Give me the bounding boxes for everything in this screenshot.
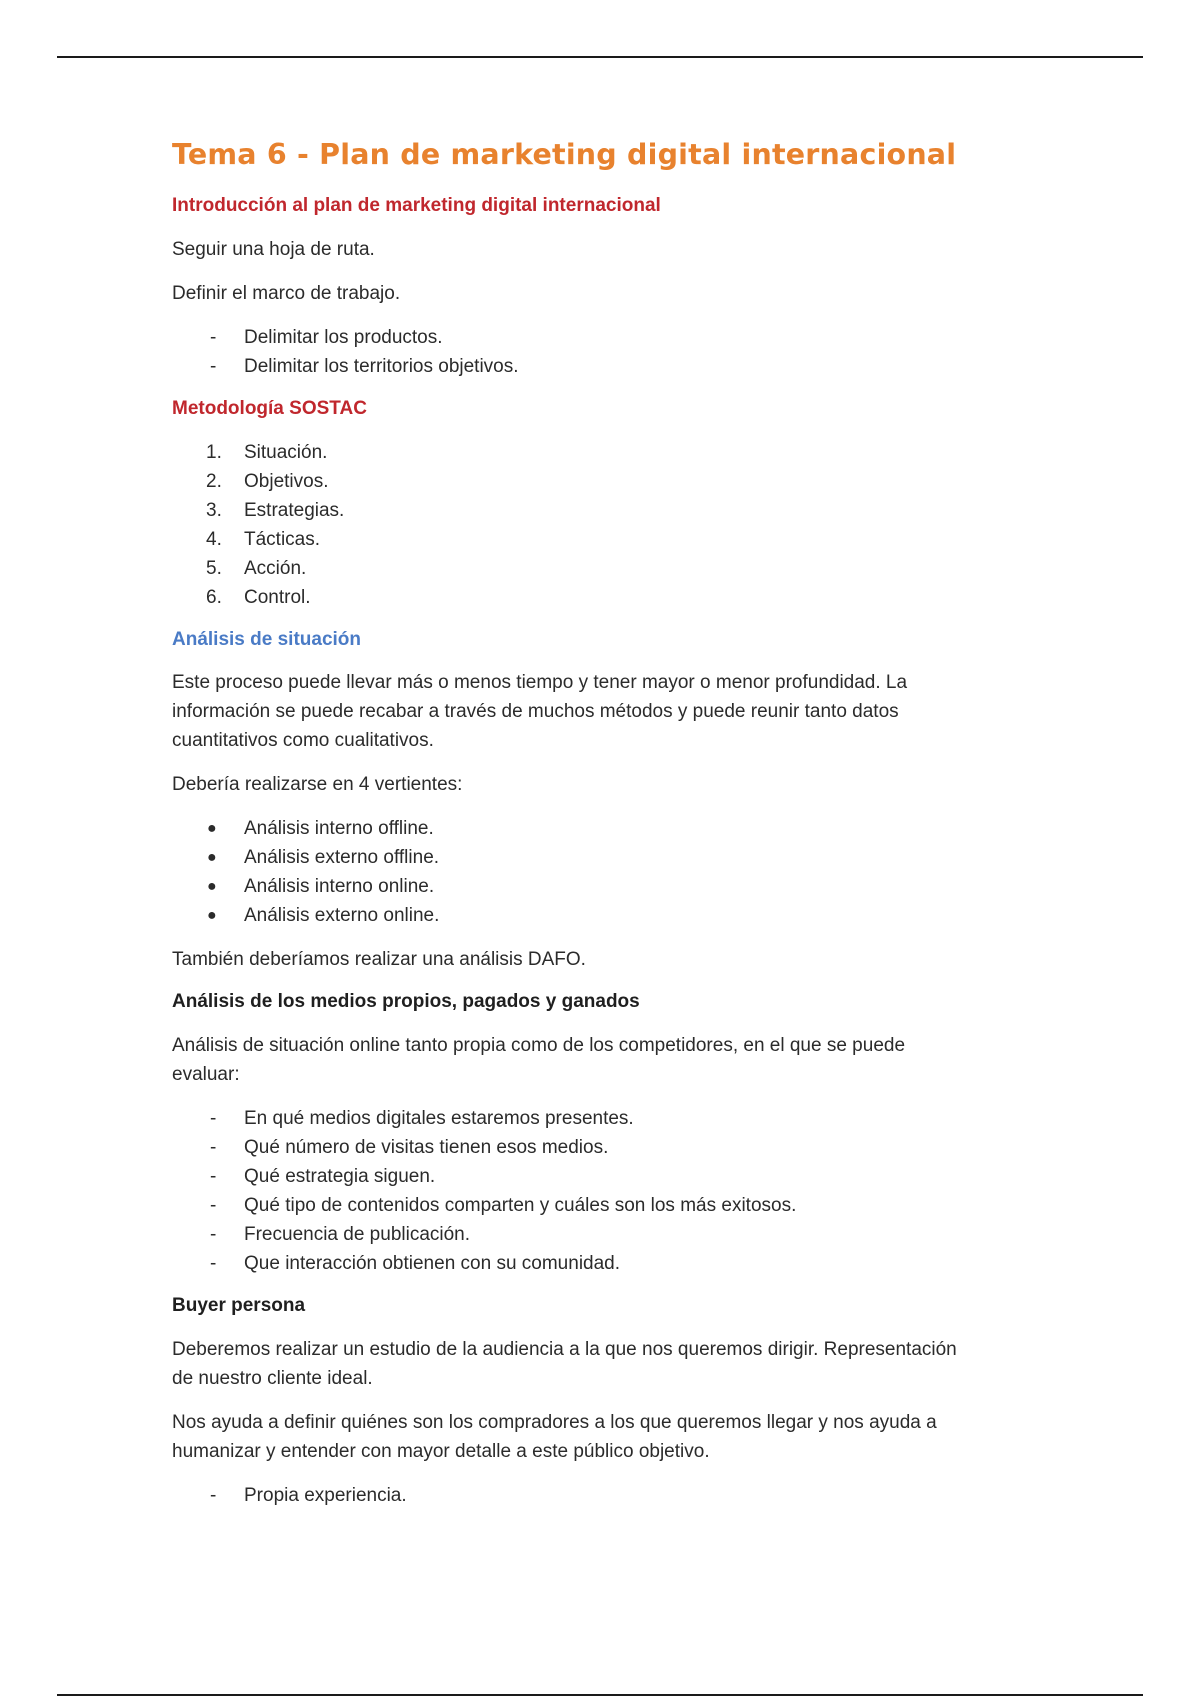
list-item: ● Análisis externo online. <box>172 901 1032 930</box>
top-divider <box>57 56 1143 58</box>
paragraph: Seguir una hoja de ruta. <box>172 238 375 260</box>
list-item: - Propia experiencia. <box>172 1481 1032 1510</box>
heading-medios: Análisis de los medios propios, pagados y ganados <box>172 991 640 1013</box>
dash-marker: - <box>210 1194 217 1216</box>
paragraph: Deberemos realizar un estudio de la audiencia a la que nos queremos dirigir. Representación de nuestro cliente ideal. <box>172 1338 957 1389</box>
medios-list <box>172 1104 1032 1278</box>
list-item: - Qué tipo de contenidos comparten y cuáles son los más exitosos. <box>172 1191 1032 1220</box>
paragraph: Definir el marco de trabajo. <box>172 282 401 304</box>
heading-sostac: Metodología SOSTAC <box>172 397 367 419</box>
list-item: - Qué número de visitas tienen esos medios. <box>172 1133 1032 1162</box>
bottom-divider <box>57 1694 1143 1696</box>
dash-marker: - <box>210 1252 217 1274</box>
paragraph: Debería realizarse en 4 vertientes: <box>172 774 463 796</box>
list-item: 6. Control. <box>206 586 311 608</box>
list-item: - En qué medios digitales estaremos presentes. <box>172 1104 1032 1133</box>
intro-list <box>172 323 1032 381</box>
heading-intro: Introducción al plan de marketing digital internacional <box>172 195 661 217</box>
list-item: 3. Estrategias. <box>206 499 345 521</box>
heading-buyer: Buyer persona <box>172 1294 306 1316</box>
bullet-marker: ● <box>207 820 217 838</box>
bullet-marker: ● <box>207 878 217 896</box>
bullet-marker: ● <box>207 907 217 925</box>
list-item: 2. Objetivos. <box>206 470 329 492</box>
dash-marker: - <box>210 355 217 377</box>
dash-marker: - <box>210 1223 217 1245</box>
dash-marker: - <box>210 1484 217 1506</box>
dash-marker: - <box>210 1107 217 1129</box>
list-item: - Que interacción obtienen con su comunidad. <box>172 1249 1032 1278</box>
dash-marker: - <box>210 1136 217 1158</box>
list-item: - Qué estrategia siguen. <box>172 1162 1032 1191</box>
bullet-marker: ● <box>207 849 217 867</box>
buyer-list <box>172 1481 1032 1510</box>
sostac-list <box>172 438 1032 612</box>
list-item: 4. Tácticas. <box>206 528 321 550</box>
paragraph: También deberíamos realizar una análisis DAFO. <box>172 949 586 971</box>
list-item: - Delimitar los productos. <box>172 323 1032 352</box>
paragraph: Este proceso puede llevar más o menos tiempo y tener mayor o menor profundidad. La información se puede recabar a través de muchos métodos y puede reunir tanto datos cuantitativos como cualitativos. <box>172 672 908 752</box>
dash-marker: - <box>210 1165 217 1187</box>
dash-marker: - <box>210 326 217 348</box>
list-item: ● Análisis externo offline. <box>172 843 1032 872</box>
heading-situacion: Análisis de situación <box>172 628 361 650</box>
list-item: - Frecuencia de publicación. <box>172 1220 1032 1249</box>
list-item: - Delimitar los territorios objetivos. <box>172 352 1032 381</box>
page-title: Tema 6 - Plan de marketing digital internacional <box>172 138 957 171</box>
list-item: 5. Acción. <box>206 557 307 579</box>
list-item: ● Análisis interno online. <box>172 872 1032 901</box>
paragraph: Análisis de situación online tanto propia como de los competidores, en el que se puede evaluar: <box>172 1034 906 1085</box>
paragraph: Nos ayuda a definir quiénes son los compradores a los que queremos llegar y nos ayuda a humanizar y entender con mayor detalle a este público objetivo. <box>172 1411 937 1462</box>
list-item: 1. Situación. <box>206 441 328 463</box>
list-item: ● Análisis interno offline. <box>172 814 1032 843</box>
document-body <box>172 138 1032 1510</box>
situacion-list <box>172 814 1032 930</box>
